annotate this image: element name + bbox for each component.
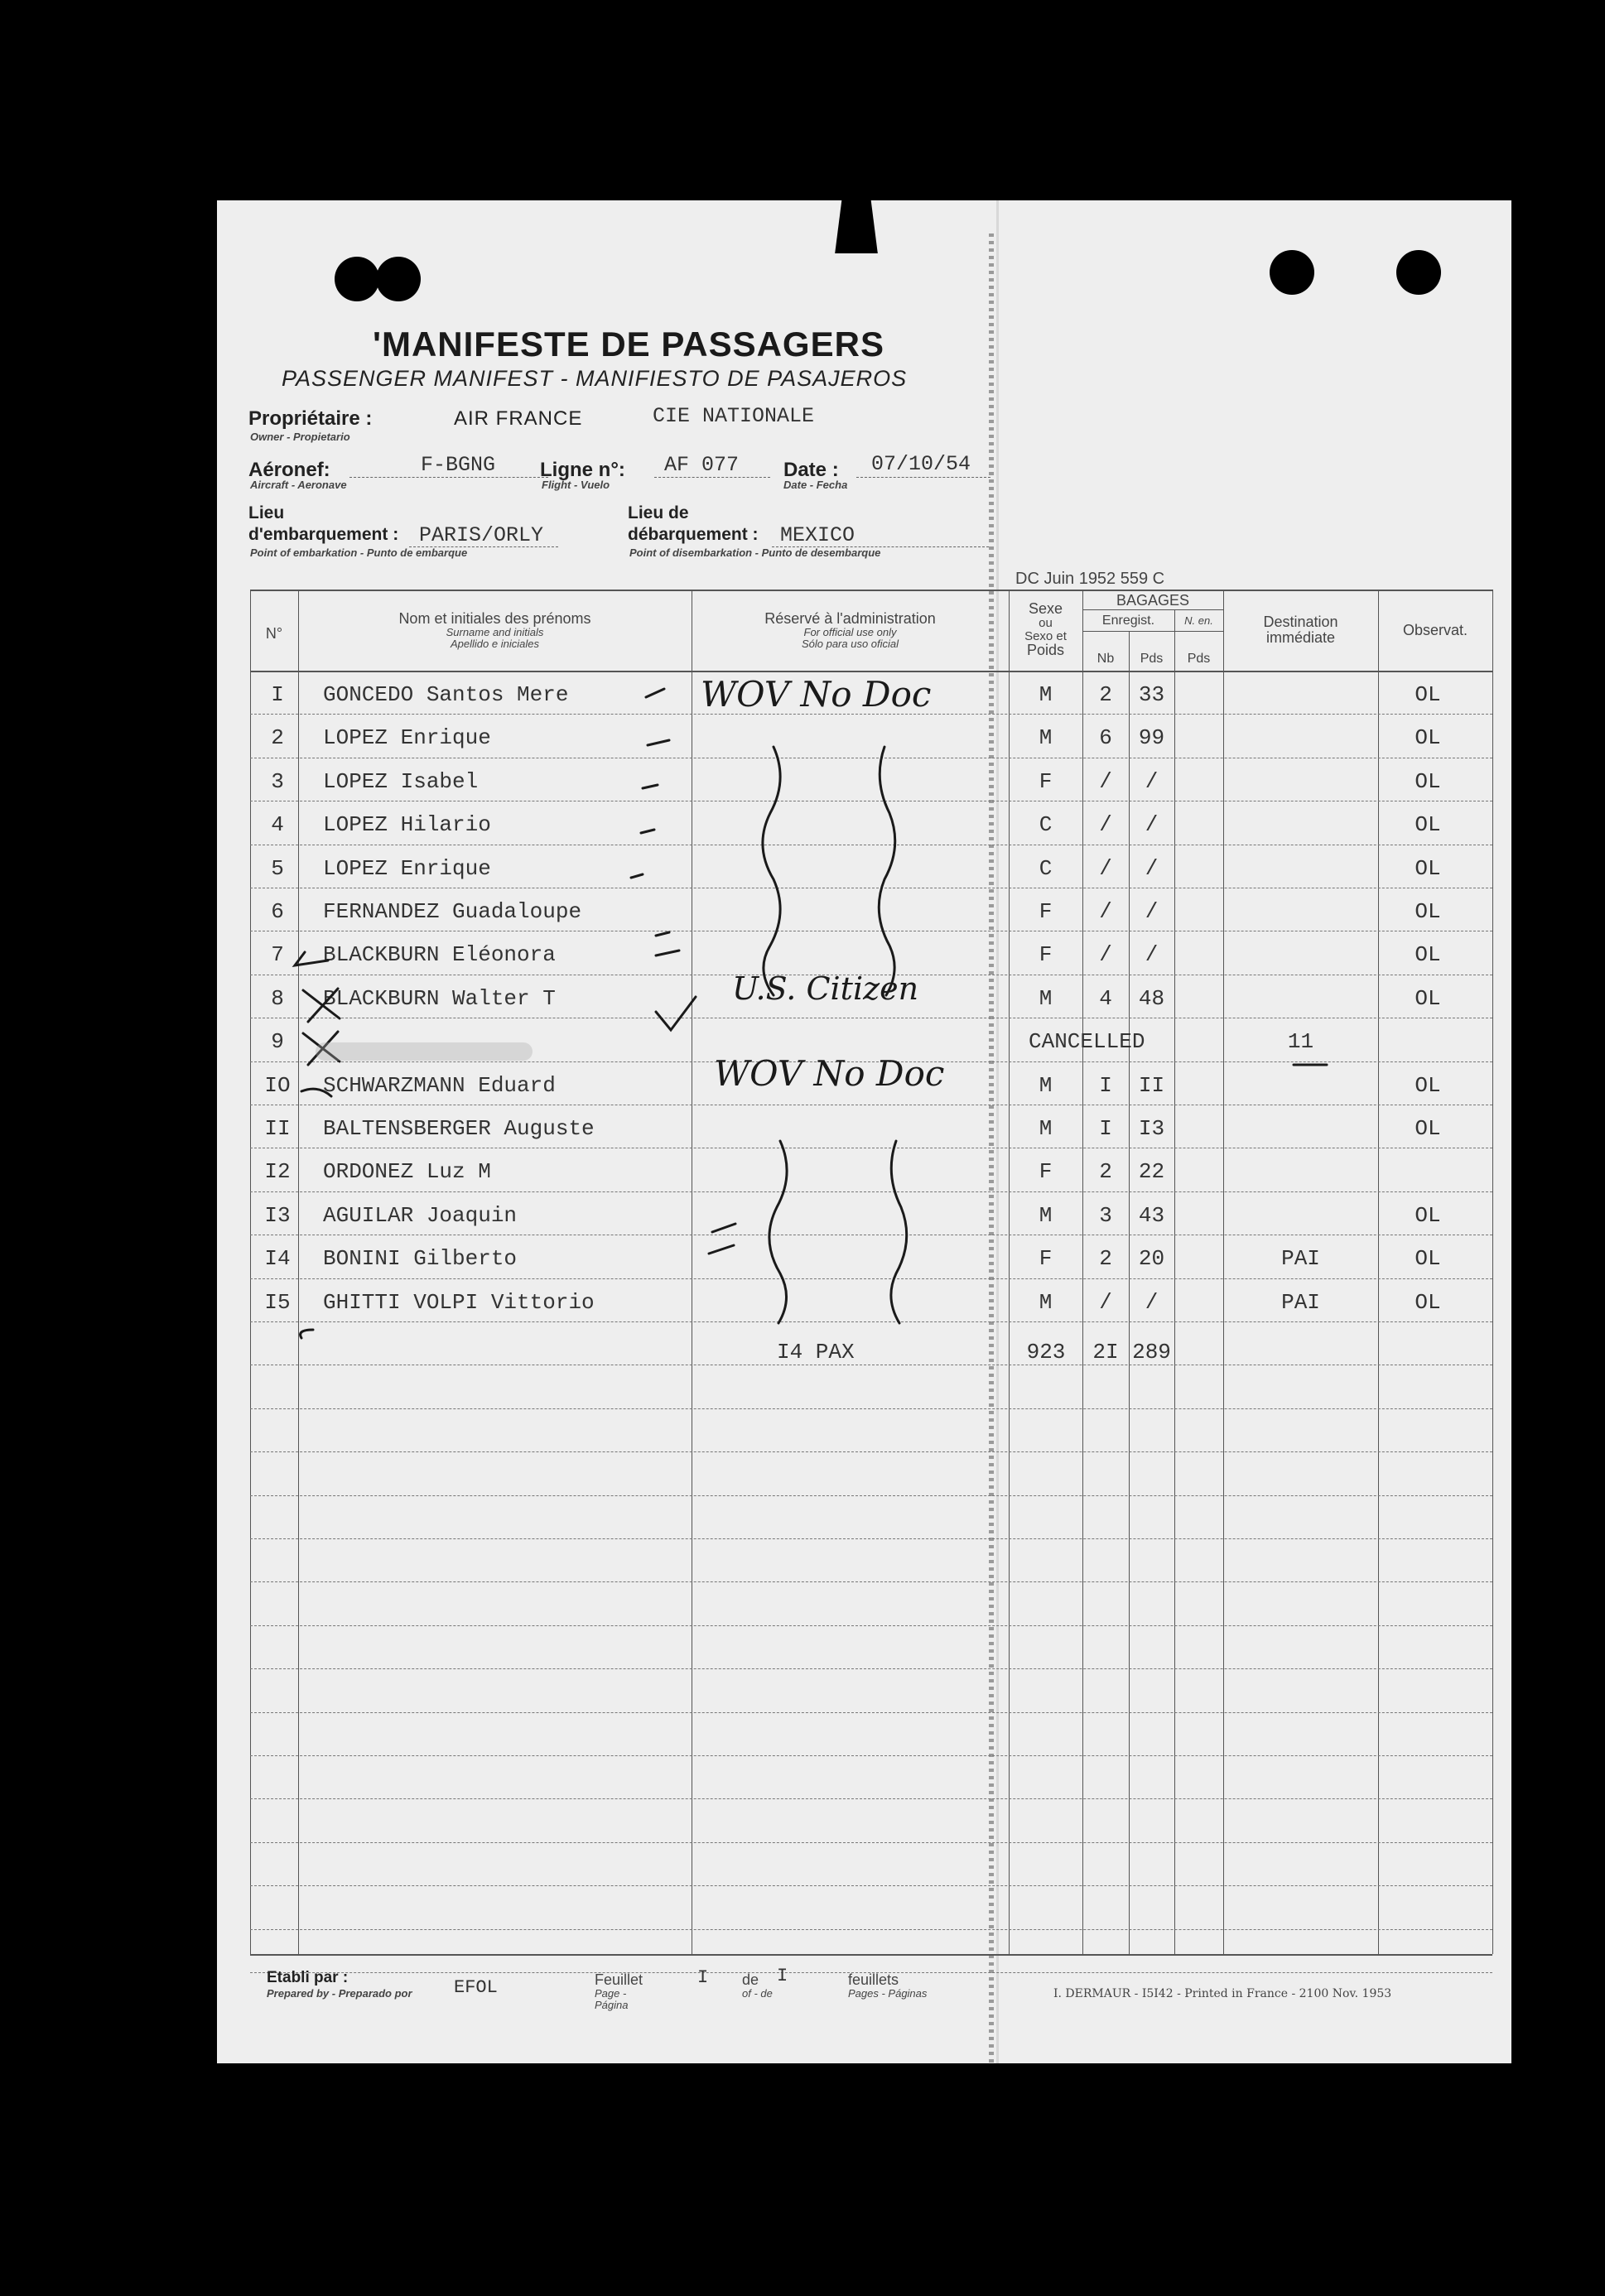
owner-sublabel: Owner - Propietario xyxy=(250,431,350,443)
header-pds-2: Pds xyxy=(1187,652,1211,666)
cell-name: BLACKBURN Eléonora xyxy=(323,942,556,968)
cell-nb: / xyxy=(1099,942,1112,968)
cell-sex: M xyxy=(1039,725,1053,751)
cell-no: II xyxy=(264,1116,291,1141)
cell-name: LOPEZ Enrique xyxy=(323,855,491,881)
header-admin: Réservé à l'administration For official use only Sólo para uso oficial xyxy=(764,610,936,650)
cell-pds: 99 xyxy=(1138,725,1165,751)
cell-name: BONINI Gilberto xyxy=(323,1246,518,1272)
cell-obs: OL xyxy=(1415,812,1441,838)
header-nb: Nb xyxy=(1097,652,1115,666)
cell-pds: I3 xyxy=(1138,1116,1165,1141)
owner-value: CIE NATIONALE xyxy=(653,404,815,428)
cell-sex: M xyxy=(1039,1072,1053,1098)
cell-sex: F xyxy=(1039,1159,1053,1185)
cell-sex: F xyxy=(1039,1246,1053,1272)
cell-no: I3 xyxy=(264,1202,291,1228)
cell-pds: / xyxy=(1145,812,1159,838)
cell-sex: M xyxy=(1039,1289,1053,1315)
cell-no: I xyxy=(271,682,284,707)
cell-nb: 2 xyxy=(1099,1159,1112,1185)
owner-printed: AIR FRANCE xyxy=(454,407,583,430)
embark-sublabel: Point of embarkation - Punto de embarque xyxy=(250,546,468,559)
cell-name: ORDONEZ Luz M xyxy=(323,1159,491,1185)
manifest-sheet xyxy=(217,200,1511,2063)
disembark-label-line1: Lieu de xyxy=(628,503,689,522)
date-sublabel: Date - Fecha xyxy=(783,479,848,491)
cell-no: 2 xyxy=(271,725,284,751)
cell-obs: OL xyxy=(1415,725,1441,751)
sheet-value: I xyxy=(697,1967,709,1988)
cell-sex: F xyxy=(1039,768,1053,794)
cell-nb: / xyxy=(1099,899,1112,924)
cell-name: LOPEZ Enrique xyxy=(323,725,491,751)
aircraft-label: Aéronef: xyxy=(248,459,330,481)
cell-obs: OL xyxy=(1415,899,1441,924)
form-subtitle: PASSENGER MANIFEST - MANIFIESTO DE PASAJEROS xyxy=(282,366,908,391)
cell-obs: OL xyxy=(1415,855,1441,881)
cell-nb: / xyxy=(1099,768,1112,794)
cell-nb: / xyxy=(1099,812,1112,838)
cell-obs: OL xyxy=(1415,1289,1441,1315)
owner-label: Propriétaire : xyxy=(248,407,373,430)
cell-obs: OL xyxy=(1415,1202,1441,1228)
header-pds: Pds xyxy=(1140,652,1164,666)
cell-name: GONCEDO Santos Mere xyxy=(323,682,569,707)
cell-pds: 20 xyxy=(1138,1246,1165,1272)
cell-name: BLACKBURN Walter T xyxy=(323,985,556,1011)
disembark-label-line2: débarquement : xyxy=(628,525,759,544)
cell-name: GHITTI VOLPI Vittorio xyxy=(323,1289,595,1315)
header-registered: Enregist. xyxy=(1101,614,1155,628)
cell-no: I5 xyxy=(264,1289,291,1315)
cell-nb: 2 xyxy=(1099,1246,1112,1272)
sheets-label: feuillets Pages - Páginas xyxy=(848,1971,928,2000)
cell-obs: OL xyxy=(1415,1072,1441,1098)
cell-pds: / xyxy=(1145,942,1159,968)
cell-sex: M xyxy=(1039,985,1053,1011)
printer-imprint: I. DERMAUR - I5I42 - Printed in France - 2100 Nov. 1953 xyxy=(1053,1987,1392,2000)
cell-pds: 48 xyxy=(1138,985,1165,1011)
flight-label: Ligne n°: xyxy=(540,459,625,481)
flight-value: AF 077 xyxy=(664,453,740,477)
cell-no: 7 xyxy=(271,942,284,968)
disembark-value: MEXICO xyxy=(780,523,856,547)
total-bag-weight: 289 xyxy=(1132,1340,1171,1365)
aircraft-sublabel: Aircraft - Aeronave xyxy=(250,479,347,491)
cell-nb: 2 xyxy=(1099,682,1112,707)
embark-value: PARIS/ORLY xyxy=(419,523,544,547)
cell-sex: F xyxy=(1039,899,1053,924)
cell-nb: 4 xyxy=(1099,985,1112,1011)
header-name: Nom et initiales des prénoms Surname and initials Apellido e iniciales xyxy=(398,610,591,650)
aircraft-value: F-BGNG xyxy=(421,453,496,477)
cell-sex: C xyxy=(1039,855,1053,881)
flight-sublabel: Flight - Vuelo xyxy=(542,479,610,491)
cell-pds: / xyxy=(1145,855,1159,881)
cell-sex: M xyxy=(1039,1202,1053,1228)
cell-pds: II xyxy=(1138,1072,1165,1098)
form-title: 'MANIFESTE DE PASSAGERS xyxy=(373,325,884,363)
form-code: DC Juin 1952 559 C xyxy=(1015,570,1165,588)
cell-obs: OL xyxy=(1415,768,1441,794)
date-value: 07/10/54 xyxy=(871,452,971,476)
cell-no: 4 xyxy=(271,812,284,838)
cell-no: 3 xyxy=(271,768,284,794)
cell-nb: / xyxy=(1099,855,1112,881)
cell-dest: PAI xyxy=(1281,1289,1320,1315)
cell-obs: OL xyxy=(1415,1246,1441,1272)
of-label: de of - de xyxy=(742,1971,773,2000)
cell-pds: 22 xyxy=(1138,1159,1165,1185)
cell-sex: F xyxy=(1039,942,1053,968)
header-destination: Destination immédiate xyxy=(1263,614,1338,646)
cell-obs: OL xyxy=(1415,1116,1441,1141)
total-bag-count: 2I xyxy=(1092,1340,1119,1365)
cell-nb: / xyxy=(1099,1289,1112,1315)
date-label: Date : xyxy=(783,459,839,481)
embark-label-line2: d'embarquement : xyxy=(248,525,399,544)
cell-nb: I xyxy=(1099,1072,1112,1098)
disembark-sublabel: Point of disembarkation - Punto de desembarque xyxy=(629,546,881,559)
cell-name: BALTENSBERGER Auguste xyxy=(323,1116,595,1141)
cell-pds: 33 xyxy=(1138,682,1165,707)
total-weight: 923 xyxy=(1026,1340,1066,1365)
cell-pds: / xyxy=(1145,1289,1159,1315)
cell-dest: 11 xyxy=(1287,1029,1314,1055)
cell-nb: 3 xyxy=(1099,1202,1112,1228)
cell-dest: PAI xyxy=(1281,1246,1320,1272)
cell-obs: OL xyxy=(1415,942,1441,968)
cell-no: IO xyxy=(264,1072,291,1098)
cell-obs: OL xyxy=(1415,682,1441,707)
cell-name: LOPEZ Isabel xyxy=(323,768,479,794)
header-not-registered: N. en. xyxy=(1184,614,1213,627)
cell-pds: / xyxy=(1145,899,1159,924)
prepared-by-value: EFOL xyxy=(454,1977,498,1998)
cell-nb: 6 xyxy=(1099,725,1112,751)
cell-sex: C xyxy=(1039,812,1053,838)
cell-nb: I xyxy=(1099,1116,1112,1141)
header-baggage: BAGAGES xyxy=(1116,592,1190,609)
header-no: N° xyxy=(265,625,283,642)
cell-no: 9 xyxy=(271,1029,284,1055)
header-sex: Sexe ou Sexo et Poids xyxy=(1024,600,1067,659)
cell-no: 8 xyxy=(271,985,284,1011)
handwritten-note: WOV No Doc xyxy=(701,674,932,715)
embark-label-line1: Lieu xyxy=(248,503,285,522)
header-observations: Observat. xyxy=(1402,622,1468,638)
cell-pds: 43 xyxy=(1138,1202,1165,1228)
cell-no: 6 xyxy=(271,899,284,924)
handwritten-marks xyxy=(217,200,1511,2063)
prepared-by-label: Etabli par : xyxy=(267,1969,349,1986)
handwritten-note: U.S. Citizen xyxy=(732,970,919,1007)
cell-obs: OL xyxy=(1415,985,1441,1011)
cell-name: AGUILAR Joaquin xyxy=(323,1202,518,1228)
prepared-by-sublabel: Prepared by - Preparado por xyxy=(267,1987,412,2000)
sheet-label: Feuillet Page - Página xyxy=(595,1971,643,2011)
cell-name: LOPEZ Hilario xyxy=(323,812,491,838)
cell-pds: / xyxy=(1145,768,1159,794)
of-value: I xyxy=(777,1966,788,1986)
cell-name: SCHWARZMANN Eduard xyxy=(323,1072,556,1098)
cell-no: 5 xyxy=(271,855,284,881)
cell-sex: CANCELLED xyxy=(1029,1029,1145,1055)
cell-no: I2 xyxy=(264,1159,291,1185)
handwritten-note: WOV No Doc xyxy=(714,1053,945,1094)
cell-no: I4 xyxy=(264,1246,291,1272)
cell-name: FERNANDEZ Guadaloupe xyxy=(323,899,582,924)
cell-sex: M xyxy=(1039,682,1053,707)
cell-sex: M xyxy=(1039,1116,1053,1141)
total-pax: I4 PAX xyxy=(777,1340,855,1365)
